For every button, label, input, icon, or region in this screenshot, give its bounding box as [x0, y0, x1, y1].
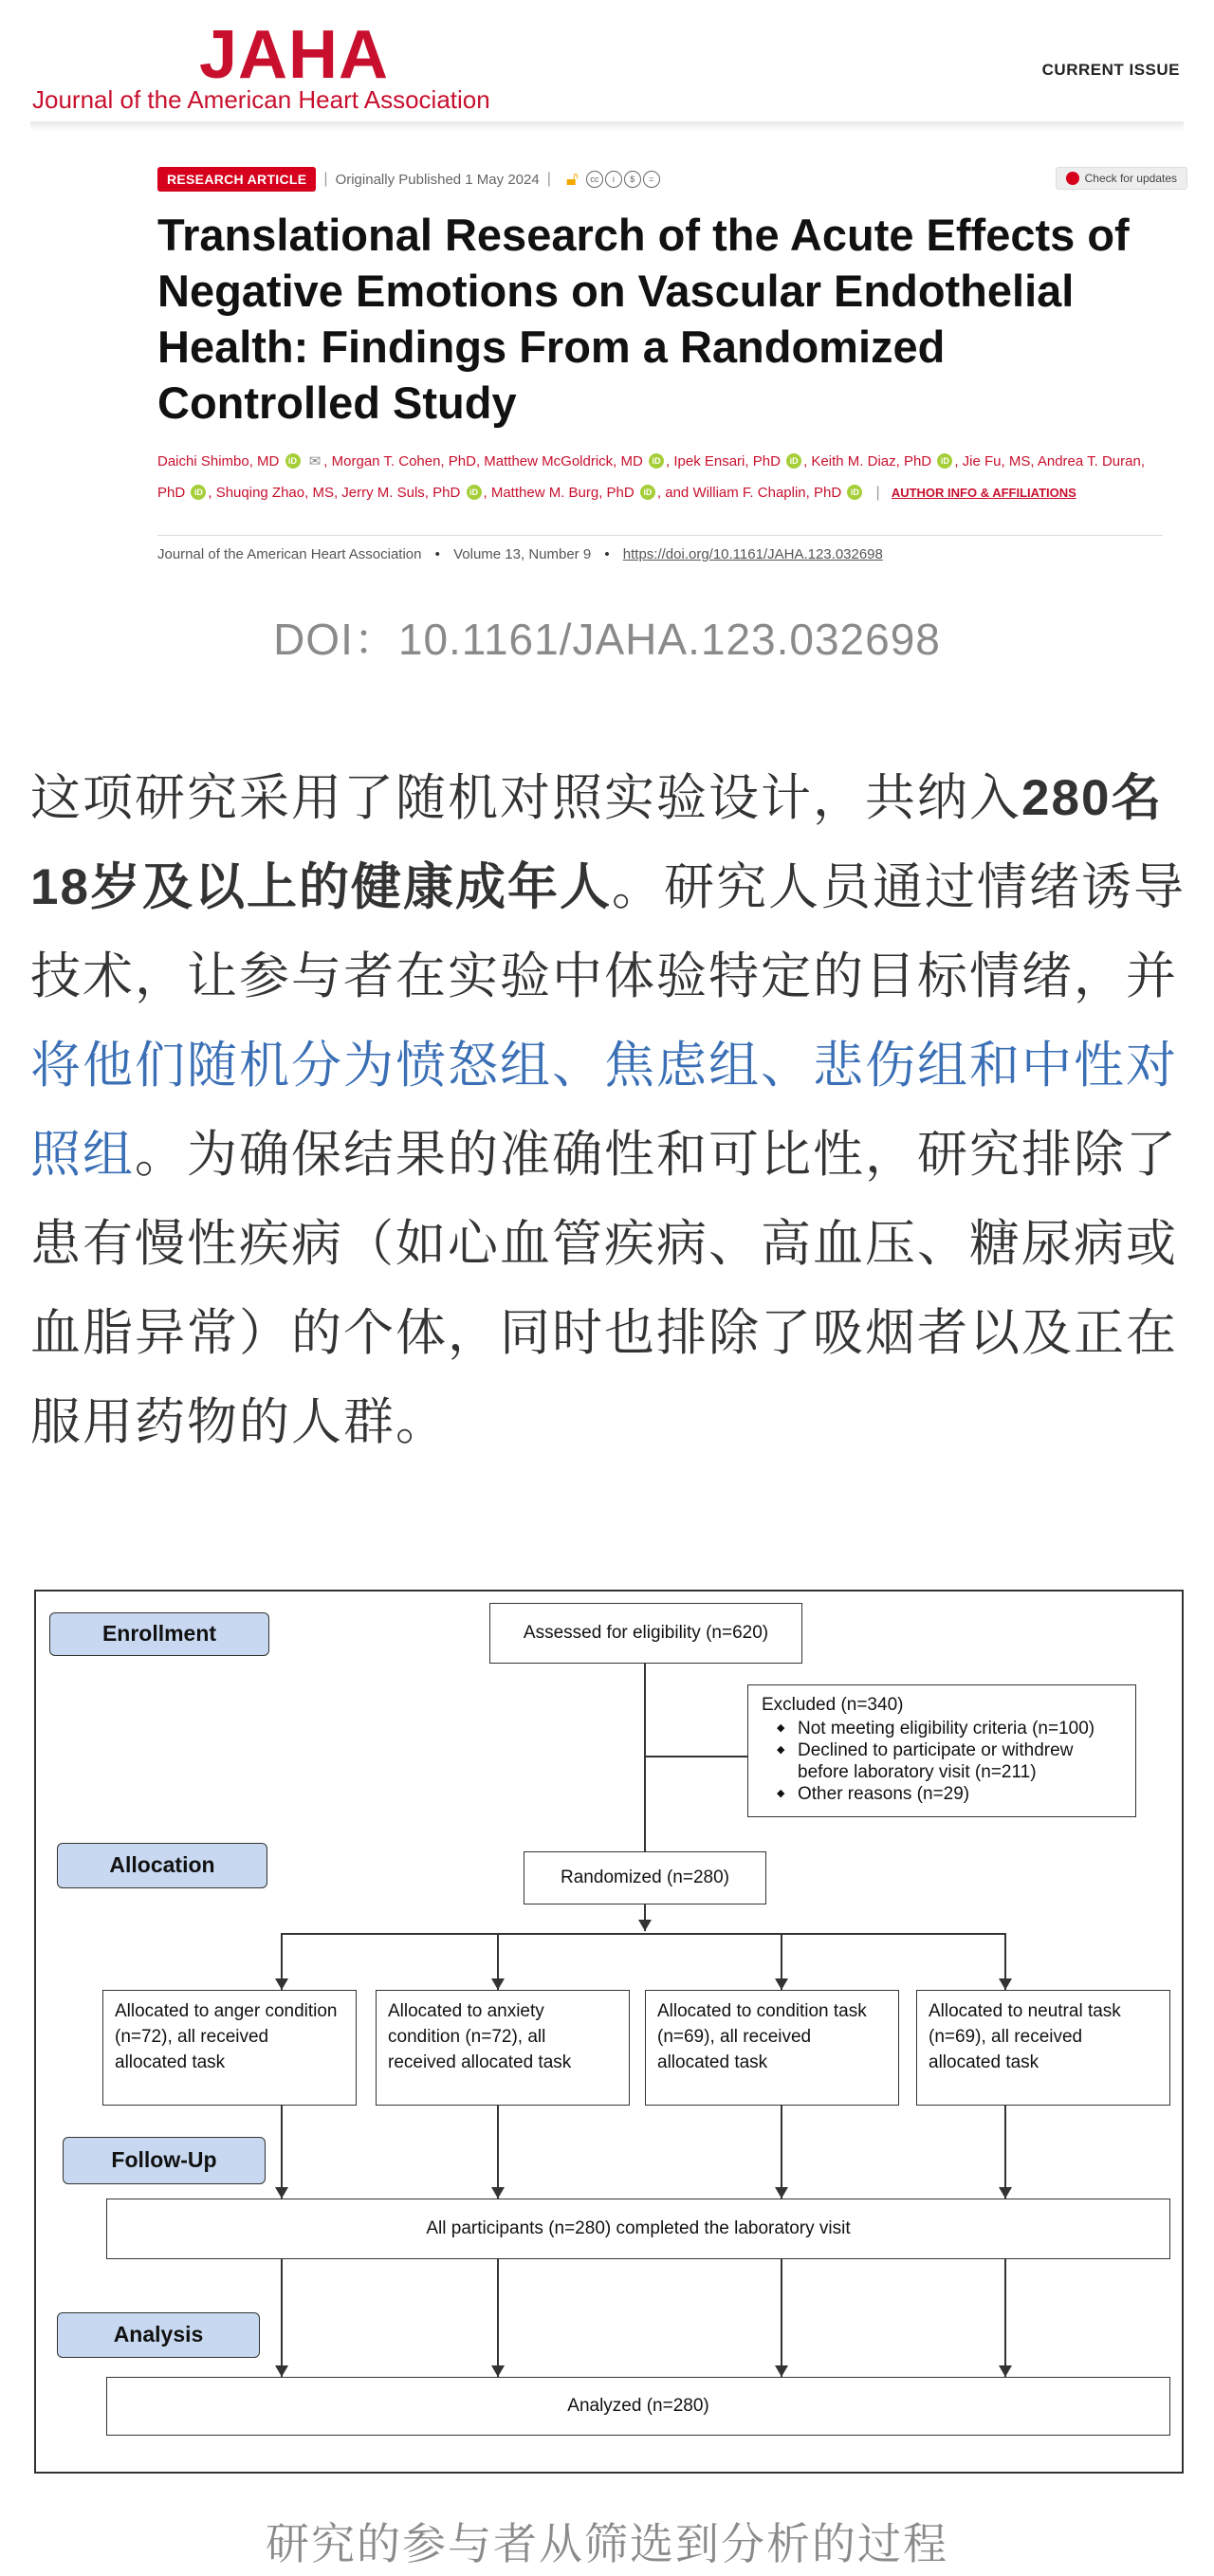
citation-line: [157, 546, 883, 562]
connector-line: [281, 1933, 1005, 1935]
current-issue-link[interactable]: CURRENT ISSUE: [1041, 61, 1180, 79]
orcid-icon[interactable]: iD: [786, 453, 801, 469]
bullet-separator: •: [604, 546, 610, 562]
connector-line: [644, 1756, 758, 1757]
connector-line: [497, 2259, 499, 2377]
check-for-updates-label: Check for updates: [1084, 172, 1177, 185]
meta-separator: |: [546, 171, 551, 187]
orcid-icon[interactable]: iD: [937, 453, 952, 469]
journal-full-name[interactable]: Journal of the American Heart Association: [32, 85, 490, 114]
stage-follow-up: Follow-Up: [63, 2137, 266, 2184]
group-text: Allocated to anxiety condition (n=72), all received allocated task: [388, 2001, 572, 2072]
excluded-reason: ◆ Not meeting eligibility criteria (n=100): [779, 1718, 1122, 1739]
author-name[interactable]: Ipek Ensari, PhD: [673, 453, 781, 469]
crossmark-icon: [1066, 172, 1079, 185]
excluded-title: Excluded (n=340): [762, 1695, 904, 1715]
bullet-separator: •: [434, 546, 440, 562]
arrow-head: [999, 1978, 1012, 1990]
connector-line: [281, 2259, 283, 2377]
orcid-icon[interactable]: iD: [191, 485, 206, 500]
check-for-updates-button[interactable]: [1056, 167, 1187, 190]
group-text: Allocated to condition task (n=69), all received allocated task: [657, 2001, 867, 2072]
arrow-head: [275, 2187, 288, 2199]
published-date: Originally Published 1 May 2024: [335, 171, 540, 188]
author-name[interactable]: Keith M. Diaz, PhD: [811, 453, 932, 469]
arrow-head: [491, 1978, 505, 1990]
meta-separator: |: [323, 171, 328, 187]
author-name[interactable]: Andrea T. Duran, PhD: [157, 453, 1145, 501]
author-name[interactable]: and William F. Chaplin, PhD: [665, 485, 842, 501]
completed-text: All participants (n=280) completed the laboratory visit: [426, 2218, 851, 2238]
author-name[interactable]: Daichi Shimbo, MD: [157, 453, 280, 469]
stage-allocation: Allocation: [57, 1843, 267, 1888]
stage-enrollment: Enrollment: [49, 1612, 269, 1656]
completed-box: [106, 2199, 1170, 2259]
mail-icon[interactable]: ✉: [308, 453, 322, 469]
connector-line: [281, 2106, 283, 2199]
author-name[interactable]: Matthew M. Burg, PhD: [490, 485, 635, 501]
randomized-box: [524, 1851, 766, 1904]
connector-line: [497, 2106, 499, 2199]
journal-logo[interactable]: JAHA: [199, 17, 390, 93]
excluded-reasons-list: [762, 1718, 1122, 1805]
citation-doi-link[interactable]: https://doi.org/10.1161/JAHA.123.032698: [622, 546, 883, 562]
group-box-sadness: [645, 1990, 899, 2106]
author-info-affiliations-link[interactable]: AUTHOR INFO & AFFILIATIONS: [891, 486, 1076, 500]
arrow-head: [775, 2187, 788, 2199]
research-article-badge: RESEARCH ARTICLE: [157, 167, 316, 192]
group-text: Allocated to anger condition (n=72), all received allocated task: [115, 2001, 338, 2072]
creative-commons-icons: [586, 171, 660, 188]
author-name[interactable]: Jie Fu, MS: [962, 453, 1031, 469]
arrow-head: [638, 1920, 652, 1931]
arrow-head: [491, 2187, 505, 2199]
cc-by-icon: i: [605, 171, 622, 188]
author-name[interactable]: Jerry M. Suls, PhD: [341, 485, 461, 501]
randomized-text: Randomized (n=280): [561, 1868, 729, 1887]
author-name[interactable]: Matthew McGoldrick, MD: [484, 453, 643, 469]
citation-volume: Volume 13, Number 9: [453, 546, 592, 562]
arrow-head: [275, 2365, 288, 2377]
connector-line: [1004, 2106, 1006, 2199]
author-name[interactable]: Morgan T. Cohen, PhD: [331, 453, 476, 469]
paragraph-bold-text: 280名18岁及以上的健康成年人: [30, 770, 1164, 915]
paragraph-text: 这项研究采用了随机对照实验设计，共纳入: [30, 770, 1021, 826]
arrow-head: [491, 2365, 505, 2377]
excluded-reason: ◆ Other reasons (n=29): [779, 1783, 1122, 1805]
orcid-icon[interactable]: iD: [649, 453, 664, 469]
assessed-text: Assessed for eligibility (n=620): [523, 1623, 769, 1643]
arrow-head: [775, 2365, 788, 2377]
open-access-icon: 🔓︎: [565, 168, 579, 190]
group-text: Allocated to neutral task (n=69), all received allocated task: [929, 2001, 1121, 2072]
group-box-neutral: [916, 1990, 1170, 2106]
arrow-head: [999, 2187, 1012, 2199]
doi-caption: DOI：10.1161/JAHA.123.032698: [273, 615, 941, 664]
connector-line: [781, 2259, 782, 2377]
author-list: Daichi Shimbo, MD iD ✉ , Morgan T. Cohen, PhD, Matthew McGoldrick, MD iD , Ipek Ensari, PhD iD , Keith M. Diaz, PhD iD , Jie Fu, MS, Andrea T. Duran, PhD iD , Shuqing Zhao, MS, Jerry M. Suls, PhD iD , Matthew M. Burg, PhD iD , and William F. Chaplin, PhD iD | AUTHOR INFO & AFFILIATIONS: [157, 453, 1145, 501]
arrow-head: [775, 1978, 788, 1990]
group-box-anxiety: [376, 1990, 630, 2106]
orcid-icon[interactable]: iD: [847, 485, 862, 500]
consort-flow-diagram: [34, 1590, 1184, 2474]
article-title: Translational Research of the Acute Effects of Negative Emotions on Vascular Endothelial Health: Findings From a Randomized Controlled Study: [157, 210, 1130, 428]
excluded-reason: ◆ Declined to participate or withdrew before laboratory visit (n=211): [779, 1739, 1122, 1783]
meta-separator: |: [875, 485, 880, 501]
group-box-anger: [102, 1990, 357, 2106]
article-meta-row: [157, 165, 660, 193]
arrow-head: [275, 1978, 288, 1990]
assessed-box: [489, 1603, 802, 1664]
citation-divider: [157, 535, 1163, 536]
author-name[interactable]: Shuqing Zhao, MS: [215, 485, 334, 501]
orcid-icon[interactable]: iD: [285, 453, 301, 469]
cc-icon: cc: [586, 171, 603, 188]
orcid-icon[interactable]: iD: [640, 485, 655, 500]
connector-line: [644, 1664, 646, 1851]
analyzed-text: Analyzed (n=280): [567, 2396, 709, 2416]
stage-analysis: Analysis: [57, 2312, 260, 2358]
cc-nc-icon: $: [624, 171, 641, 188]
arrow-head: [999, 2365, 1012, 2377]
citation-journal: Journal of the American Heart Association: [157, 546, 422, 562]
excluded-box: [747, 1684, 1136, 1817]
article-summary-paragraph: [30, 754, 1192, 1467]
paragraph-text: 。研究人员通过情绪诱导技术，让参与者在实验中体验特定的目标情绪，并: [30, 859, 1186, 1004]
analyzed-box: [106, 2377, 1170, 2436]
paragraph-highlight-text: 将他们随机分为愤怒组、焦虑组、悲伤组和中性对照组: [30, 1038, 1178, 1183]
cc-nd-icon: =: [643, 171, 660, 188]
connector-line: [781, 2106, 782, 2199]
header-divider: [30, 121, 1184, 131]
orcid-icon[interactable]: iD: [467, 485, 482, 500]
figure-caption: 研究的参与者从筛选到分析的过程: [266, 2519, 948, 2568]
paragraph-text: 。为确保结果的准确性和可比性，研究排除了患有慢性疾病（如心血管疾病、高血压、糖尿病或血脂异常）的个体，同时也排除了吸烟者以及正在服用药物的人群。: [30, 1127, 1178, 1450]
connector-line: [1004, 2259, 1006, 2377]
